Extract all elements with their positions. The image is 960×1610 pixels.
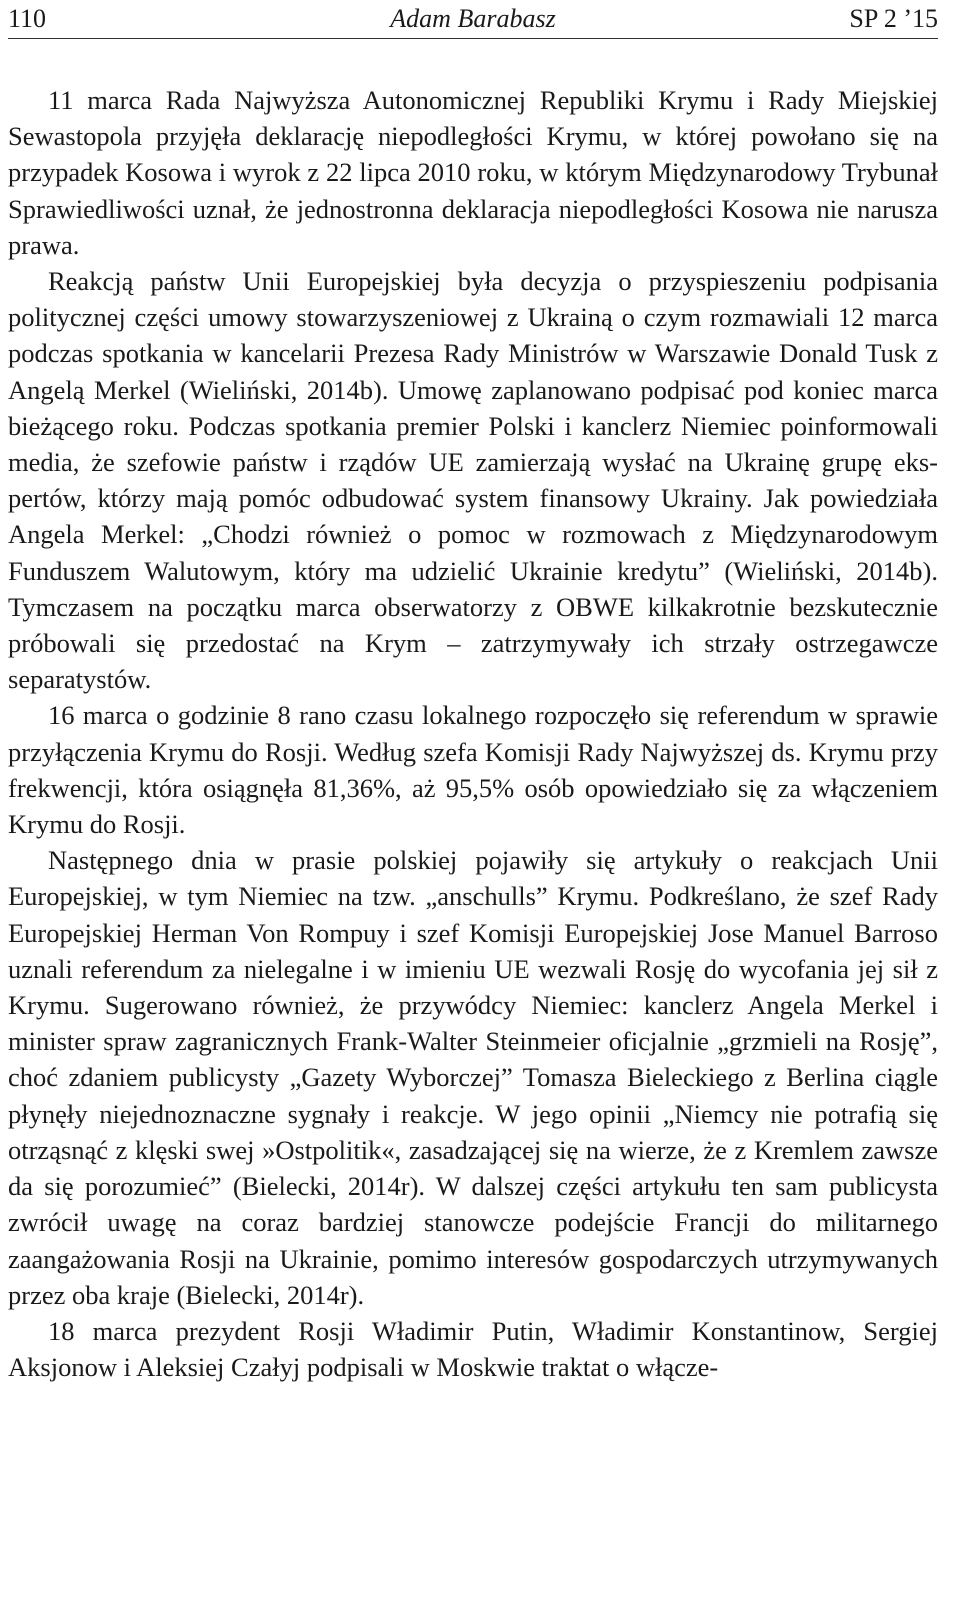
running-header <box>8 0 938 39</box>
paragraph: 11 marca Rada Najwyższa Autonomicznej Republiki Krymu i Rady Miejskiej Sewastopola przyjęła deklarację niepodległości Krymu, w której powołano się na przypadek Kosowa i wyrok z 22 lipca 2010 roku, w którym Międzynarodowy Trybunał Sprawiedliwości uznał, że jednostronna deklaracja niepodległości Kosowa nie narusza prawa. <box>8 85 938 260</box>
paragraph: Następnego dnia w prasie polskiej pojawiły się artykuły o reakcjach Unii Europejskiej, w tym Niemiec na tzw. „anschulls” Krymu. Podkreślano, że szef Rady Europejskiej Herman Von Rompuy i szef Komisji Europejskiej Jose Manuel Barroso uznali referendum za nielegalne i w imieniu UE wezwali Rosję do wycofania jej sił z Krymu. Sugerowano również, że przywódcy Niemiec: kanclerz Angela Merkel i minister spraw zagranicznych Frank-Walter Steinmeier oficjalnie „grzmieli na Rosję”, choć zdaniem publicysty „Gazety Wyborczej” Tomasza Bieleckiego z Berlina ciągle płynęły niejednoznaczne sygnały i reakcje. W jego opinii „Niemcy nie potrafią się otrząsnąć z klęski swej »Ostpolitik«, zasadzającej się na wierze, że z Kremlem zawsze da się porozumieć” (Bielecki, 2014r). W dalszej części artykułu ten sam publicysta zwrócił uwagę na coraz bardziej stanowcze podejście Francji do militarnego zaangażowania Rosji na Ukrainie, pomimo interesów gospodarczych utrzymywanych przez oba kraje (Bielecki, 2014r). <box>8 845 938 1310</box>
paragraph: 16 marca o godzinie 8 rano czasu lokalnego rozpoczęło się referendum w sprawie przyłączenia Krymu do Rosji. Według szefa Komisji Rady Najwyższej ds. Krymu przy frekwencji, która osiągnęła 81,36%, aż 95,5% osób opowiedziało się za włączeniem Krymu do Rosji. <box>8 700 938 840</box>
page-number: 110 <box>8 4 47 33</box>
paragraph: 18 marca prezydent Rosji Władimir Putin, Władimir Konstantinow, Sergiej Aksjonow i Aleksiej Czałyj podpisali w Moskwie traktat o włącze- <box>8 1315 938 1383</box>
author-name: Adam Barabasz <box>390 4 556 33</box>
body-text <box>8 82 938 1385</box>
journal-issue: SP 2 ’15 <box>849 4 938 33</box>
paragraph: Reakcją państw Unii Europejskiej była decyzja o przyspieszeniu podpisania politycznej części umowy stowarzyszeniowej z Ukrainą o czym rozmawiali 12 marca podczas spotkania w kancelarii Prezesa Rady Ministrów w Warszawie Donald Tusk z Angelą Merkel (Wieliński, 2014b). Umowę zaplanowano podpisać pod koniec marca bieżącego roku. Podczas spotkania premier Polski i kanclerz Niemiec poinformowali media, że szefowie państw i rządów UE zamierzają wysłać na Ukrainę grupę ekspertów, którzy mają pomóc odbudować system finansowy Ukrainy. Jak powiedziała Angela Merkel: „Chodzi również o pomoc w rozmowach z Międzynarodowym Funduszem Walutowym, który ma udzielić Ukrainie kredytu” (Wieliński, 2014b). Tymczasem na początku marca obserwatorzy z OBWE kilkakrotnie bezskutecznie próbowali się przedostać na Krym – zatrzymywały ich strzały ostrzegawcze separatystów. <box>8 266 938 695</box>
